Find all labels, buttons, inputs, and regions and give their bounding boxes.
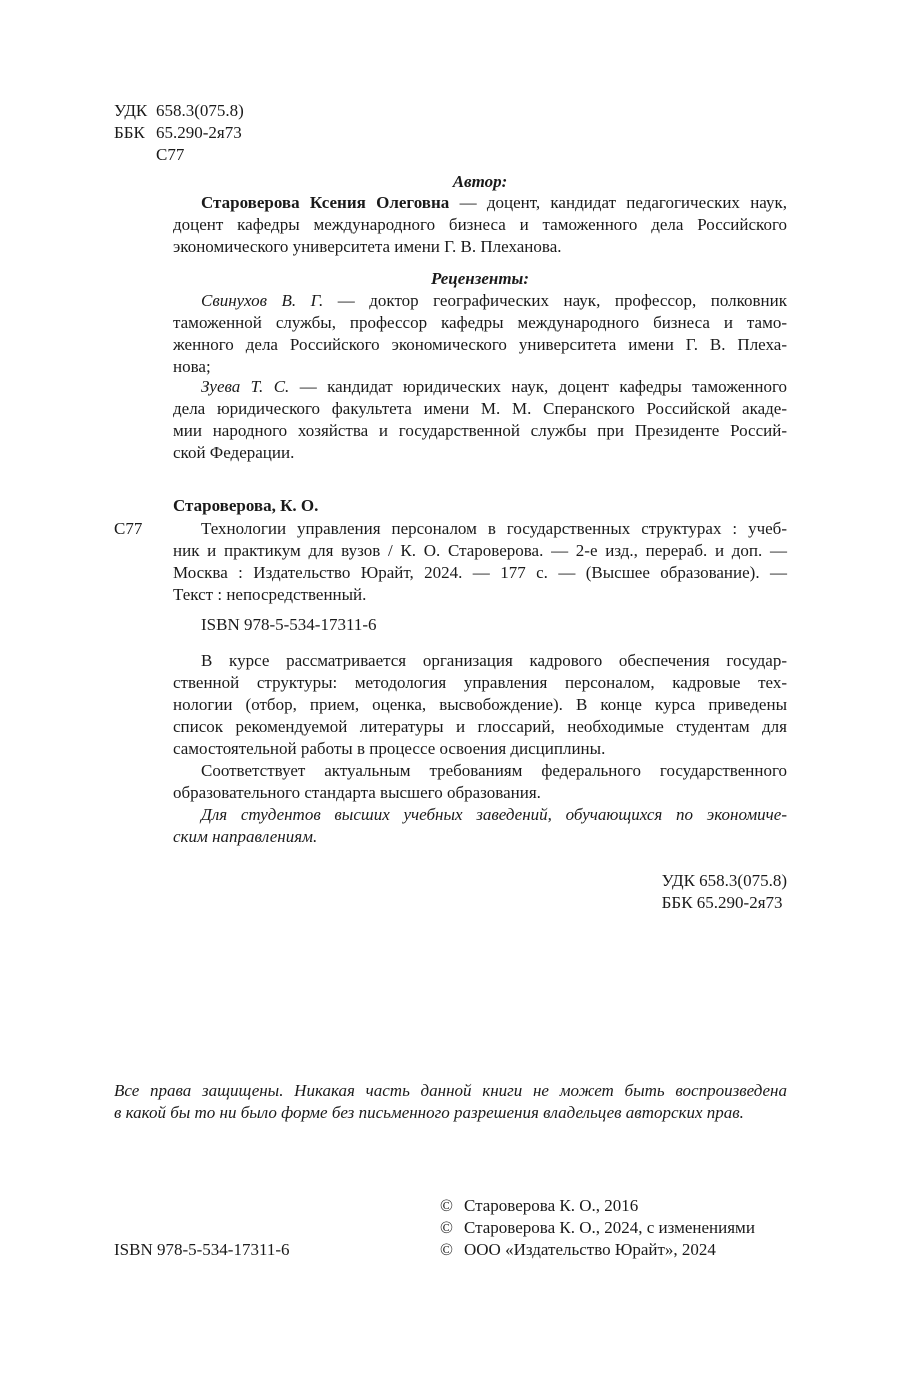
bibliography-record: Технологии управления персоналом в государственных структурах : учеб- ник и практикум для вузов / К. О. Староверова. — 2-е изд., перераб. и доп. — Москва : Издательство Юрайт, 2024. — 177 с. — (Высшее образование). — Текст : непосредственный. <box>173 519 787 604</box>
reviewer-1-name: Свинухов В. Г. <box>201 291 324 310</box>
copyright-symbol: © <box>440 1240 453 1259</box>
header-classification <box>114 100 244 166</box>
udk-value: 658.3(075.8) <box>156 101 244 120</box>
udk-label: УДК <box>114 101 148 120</box>
copyright-1: Староверова К. О., 2016 <box>464 1196 639 1215</box>
copyright-symbol: © <box>440 1196 453 1215</box>
copyright-3: ООО «Издательство Юрайт», 2024 <box>464 1240 716 1259</box>
bbk-label: ББК <box>114 123 145 142</box>
copyright-2: Староверова К. О., 2024, с изменениями <box>464 1218 755 1237</box>
annotation: В курсе рассматривается организация кадрового обеспечения государ- ственной структуры: методология управления персоналом, кадровые тех- нологии (отбор, прием, оценка, высвобождение). В конце курса приведены список рекомендуемой литературы и глоссарий, необходимые студентам для самостоятельной работы в процессе освоения дисциплины. Соответствует актуальным требованиям федерального государственного образовательного стандарта высшего образования. Для студентов высших учебных заведений, обучающихся по экономиче- ским направлениям. <box>173 651 787 846</box>
bibliography-mark: С77 <box>114 519 143 538</box>
author-heading: Автор: <box>452 172 508 191</box>
author-mark: С77 <box>156 145 185 164</box>
reviewers-heading: Рецензенты: <box>430 269 530 288</box>
bibliography-isbn: ISBN 978-5-534-17311-6 <box>201 615 377 634</box>
copyright-block <box>440 1195 755 1261</box>
author-name: Староверова Ксения Олеговна <box>201 193 450 212</box>
copyright-symbol: © <box>440 1218 453 1237</box>
reviewer-2: Зуева Т. С. — кандидат юридических наук, доцент кафедры таможенного дела юридического факультета имени М. М. Сперанского Российской акаде- мии народного хозяйства и государственной службы при Президенте Россий- ской Федерации. <box>173 377 788 462</box>
bbk-value: 65.290-2я73 <box>156 123 242 142</box>
bottom-udk: УДК 658.3(075.8) <box>661 871 787 890</box>
bibliography-author: Староверова, К. О. <box>173 496 319 515</box>
bottom-bbk: ББК 65.290-2я73 <box>661 893 783 912</box>
reviewer-2-name: Зуева Т. С. <box>201 377 290 396</box>
author-description: Староверова Ксения Олеговна — доцент, кандидат педагогических наук, доцент кафедры международного бизнеса и таможенного дела Российского экономического университета имени Г. В. Плеханова. <box>173 193 788 256</box>
footer-isbn: ISBN 978-5-534-17311-6 <box>114 1240 290 1259</box>
reviewer-1: Свинухов В. Г. — доктор географических наук, профессор, полковник таможенной службы, профессор кафедры международного бизнеса и тамо- женного дела Российского экономического университета имени Г. В. Плеха- нова; <box>173 291 787 376</box>
bottom-classification <box>662 870 787 914</box>
rights-notice: Все права защищены. Никакая часть данной книги не может быть воспроизведена в какой бы то ни было форме без письменного разрешения владельцев авторских прав. <box>114 1081 787 1122</box>
